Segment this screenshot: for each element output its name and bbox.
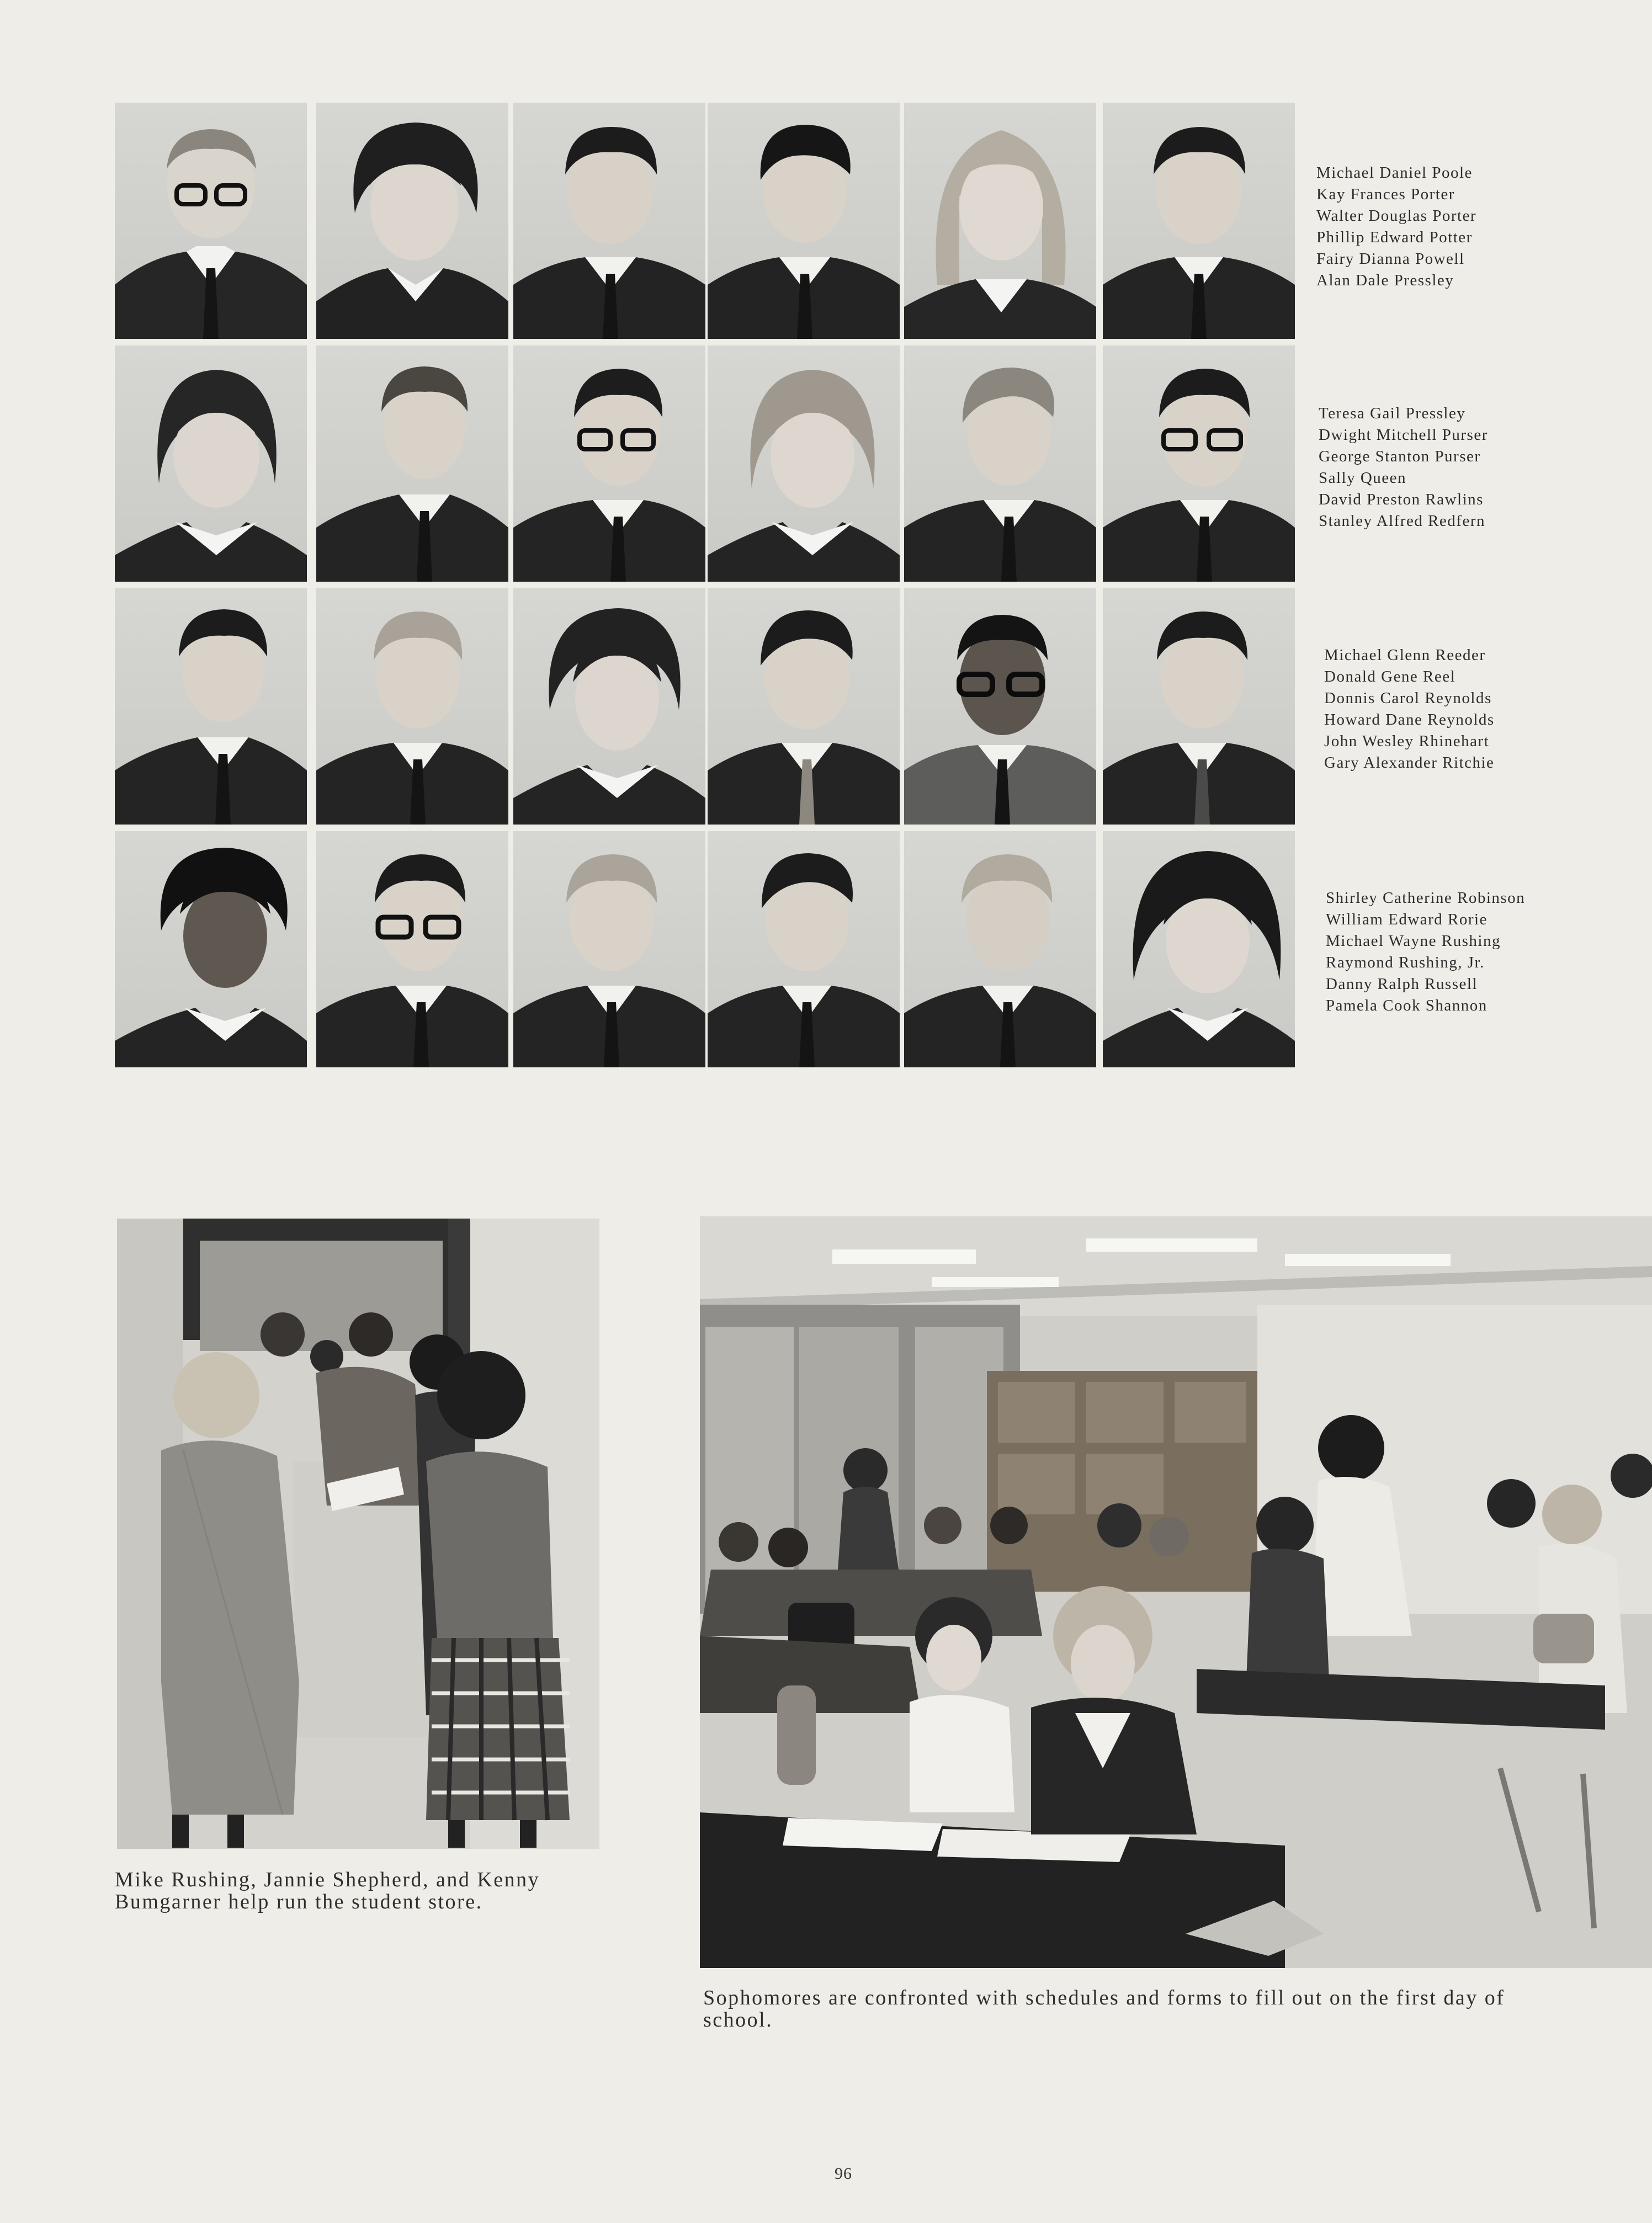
- portrait: [115, 831, 307, 1067]
- name-list: [1316, 162, 1603, 291]
- portrait: [316, 103, 508, 339]
- student-name: Phillip Edward Potter: [1316, 228, 1473, 246]
- portrait-row-4: [115, 831, 1302, 1067]
- portrait: [1103, 345, 1295, 582]
- student-name: Stanley Alfred Redfern: [1319, 512, 1485, 530]
- student-name: George Stanton Purser: [1319, 448, 1481, 465]
- student-name: Raymond Rushing, Jr.: [1326, 954, 1485, 971]
- name-list: [1324, 645, 1611, 774]
- student-name: Gary Alexander Ritchie: [1324, 754, 1495, 772]
- student-name: Shirley Catherine Robinson: [1326, 889, 1526, 907]
- student-name: Michael Wayne Rushing: [1326, 932, 1501, 950]
- student-name: Walter Douglas Porter: [1316, 207, 1477, 225]
- photo-caption: Mike Rushing, Jannie Shepherd, and Kenny Bumgarner help run the student store.: [115, 1868, 540, 1913]
- student-name: Donald Gene Reel: [1324, 668, 1456, 685]
- portrait: [115, 103, 307, 339]
- student-name: John Wesley Rhinehart: [1324, 732, 1490, 750]
- student-store-photo: [117, 1219, 599, 1849]
- student-name: William Edward Rorie: [1326, 911, 1488, 928]
- name-list: [1326, 887, 1613, 1017]
- portrait: [708, 831, 900, 1067]
- portrait: [904, 588, 1096, 825]
- student-name: Pamela Cook Shannon: [1326, 997, 1488, 1014]
- portrait-row-2: [115, 345, 1302, 582]
- student-name: David Preston Rawlins: [1319, 491, 1484, 508]
- student-name: Dwight Mitchell Purser: [1319, 426, 1488, 444]
- photo-caption: Sophomores are confronted with schedules and forms to fill out on the first day of school.: [703, 1986, 1505, 2031]
- portrait: [316, 345, 508, 582]
- portrait: [904, 103, 1096, 339]
- portrait: [316, 831, 508, 1067]
- student-name: Howard Dane Reynolds: [1324, 711, 1495, 728]
- portrait: [115, 345, 307, 582]
- student-name: Alan Dale Pressley: [1316, 272, 1454, 289]
- student-name: Sally Queen: [1319, 469, 1407, 487]
- portrait: [1103, 103, 1295, 339]
- portrait: [1103, 831, 1295, 1067]
- name-list: [1319, 403, 1606, 532]
- portrait-row-3: [115, 588, 1302, 825]
- classroom-photo: [700, 1216, 1652, 1968]
- portrait: [115, 588, 307, 825]
- portrait: [708, 588, 900, 825]
- page-number: 96: [835, 2164, 852, 2183]
- portrait: [513, 831, 705, 1067]
- portrait: [1103, 588, 1295, 825]
- portrait: [708, 103, 900, 339]
- student-name: Kay Frances Porter: [1316, 185, 1455, 203]
- portrait: [904, 345, 1096, 582]
- portrait-row-1: [115, 103, 1302, 339]
- student-name: Michael Daniel Poole: [1316, 164, 1473, 182]
- student-name: Teresa Gail Pressley: [1319, 405, 1466, 422]
- portrait: [904, 831, 1096, 1067]
- portrait: [513, 103, 705, 339]
- student-name: Donnis Carol Reynolds: [1324, 689, 1492, 707]
- portrait: [316, 588, 508, 825]
- portrait: [513, 345, 705, 582]
- portrait: [708, 345, 900, 582]
- portrait: [513, 588, 705, 825]
- student-name: Danny Ralph Russell: [1326, 975, 1478, 993]
- student-name: Fairy Dianna Powell: [1316, 250, 1465, 268]
- student-name: Michael Glenn Reeder: [1324, 646, 1486, 664]
